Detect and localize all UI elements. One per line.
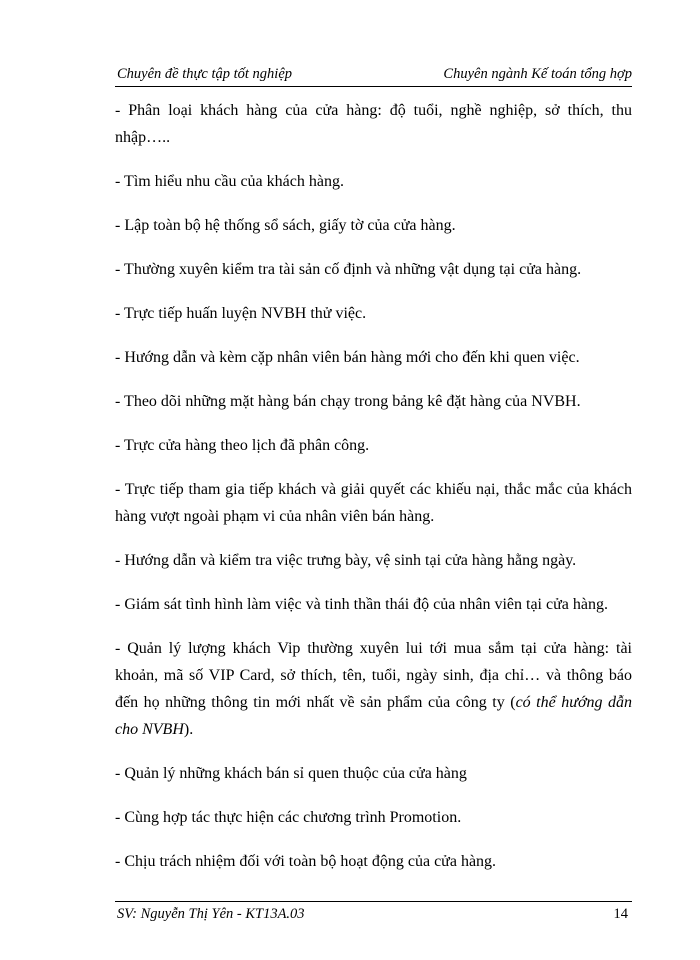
paragraph-display-hygiene: - Hướng dẫn và kiểm tra việc trưng bày, vệ sinh tại cửa hàng hằng ngày. [115,552,577,569]
paragraph-customer-classification: - Phân loại khách hàng của cửa hàng: độ tuổi, nghề nghiệp, sở thích, thu nhập….. [115,102,632,146]
footer-student: SV: Nguyễn Thị Yên - KT13A.03 [117,906,305,922]
page-header [115,64,632,87]
paragraph-supervision: - Giám sát tình hình làm việc và tinh thần thái độ của nhân viên tại cửa hàng. [115,596,608,613]
vip-text-main: - Quản lý lượng khách Vip thường xuyên lui tới mua sắm tại cửa hàng: tài khoản, mã số VIP Card, sở thích, tên, tuổi, ngày sinh, địa chỉ… và thông báo đến họ những thông tin mới nhất về sản phẩm của công ty ( [115,640,632,711]
paragraph-vip-management [115,635,632,743]
paragraph-customer-needs: - Tìm hiểu nhu cầu của khách hàng. [115,173,344,190]
paragraph-asset-inspection: - Thường xuyên kiểm tra tài sản cố định và những vật dụng tại cửa hàng. [115,261,582,278]
header-major: Chuyên ngành Kế toán tổng hợp [443,66,632,82]
paragraph-complaints: - Trực tiếp tham gia tiếp khách và giải quyết các khiếu nại, thắc mắc của khách hàng vượt ngoài phạm vi của nhân viên bán hàng. [115,481,632,525]
paragraph-training: - Trực tiếp huấn luyện NVBH thử việc. [115,305,367,322]
page-body [115,97,632,892]
paragraph-promotion: - Cùng hợp tác thực hiện các chương trình Promotion. [115,809,462,826]
paragraph-wholesale: - Quản lý những khách bán sỉ quen thuộc của cửa hàng [115,765,467,782]
paragraph-shift-duty: - Trực cửa hàng theo lịch đã phân công. [115,437,370,454]
header-document-type: Chuyên đề thực tập tốt nghiệp [117,66,293,82]
page-footer [115,901,632,926]
paragraph-bestsellers: - Theo dõi những mặt hàng bán chạy trong bảng kê đặt hàng của NVBH. [115,393,581,410]
paragraph-coaching: - Hướng dẫn và kèm cặp nhân viên bán hàng mới cho đến khi quen việc. [115,349,580,366]
paragraph-responsibility: - Chịu trách nhiệm đối với toàn bộ hoạt động của cửa hàng. [115,853,497,870]
paragraph-bookkeeping: - Lập toàn bộ hệ thống sổ sách, giấy tờ của cửa hàng. [115,217,456,234]
vip-text-italic: có thể hướng dẫn cho NVBH [115,694,632,738]
vip-text-end: ). [183,721,194,738]
page-number: 14 [613,906,628,922]
